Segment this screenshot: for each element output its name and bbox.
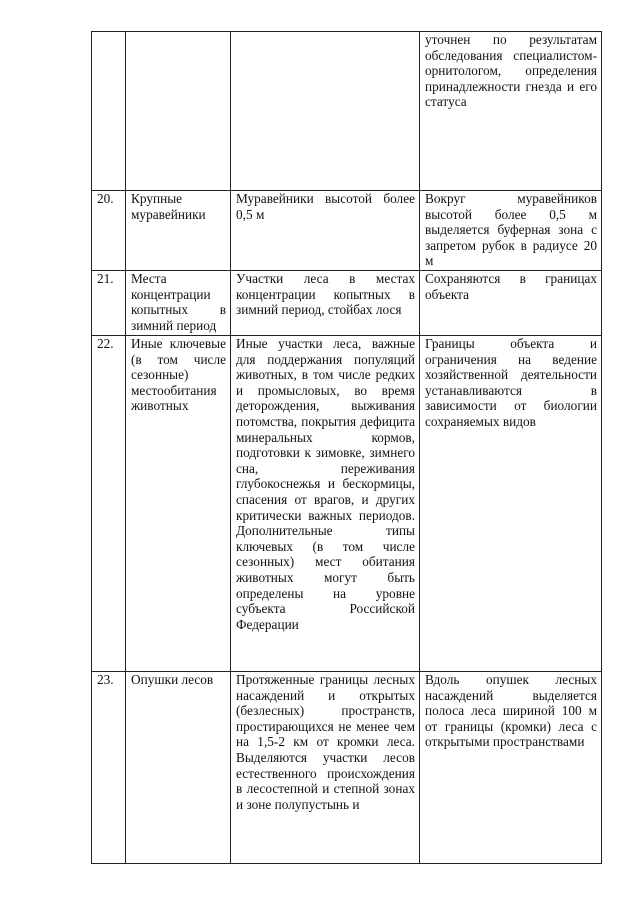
object-name-cell (126, 271, 231, 336)
object-name: Опушки лесов (131, 672, 214, 687)
protection-regime: Границы объекта и ограничения на ведение хозяйственной деятельности устанавливаются в зависимости от биологии сохраняемых видов (425, 336, 597, 429)
object-name: Крупные муравейники (131, 191, 206, 222)
table-row (92, 271, 602, 336)
row-number-cell (92, 191, 126, 271)
protective-zones-table (91, 31, 602, 864)
row-number-cell (92, 336, 126, 672)
object-name: Иные ключевые (в том числе сезонные) местообитания животных (131, 336, 226, 414)
object-name-cell (126, 32, 231, 191)
row-number: 21. (97, 271, 114, 286)
object-description-cell (231, 191, 420, 271)
row-number-cell (92, 32, 126, 191)
protection-regime: уточнен по результатам обследования специалистом-орнитологом, определения принадлежности гнезда и его статуса (425, 32, 597, 110)
object-description: Иные участки леса, важные для поддержания популяций животных, в том числе редких и промысловых, во время деторождения, выживания потомства, покрытия дефицита минеральных кормов, подготовки к зимовке, зимнего сна, переживания глубокоснежья и бескормицы, спасения от врагов, и других критически важных периодов. Дополнительные типы ключевых (в том числе сезонных) мест обитания животных могут быть определены на уровне субъекта Российской Федерации (236, 336, 415, 632)
row-number: 20. (97, 191, 114, 206)
row-number-cell (92, 672, 126, 864)
protection-regime-cell (420, 32, 602, 191)
row-number: 22. (97, 336, 114, 351)
object-name-cell (126, 672, 231, 864)
object-name-cell (126, 191, 231, 271)
protection-regime-cell (420, 271, 602, 336)
object-description-cell (231, 672, 420, 864)
table-row (92, 191, 602, 271)
object-name-cell (126, 336, 231, 672)
object-description-cell (231, 271, 420, 336)
row-number-cell (92, 271, 126, 336)
object-description-cell (231, 336, 420, 672)
protection-regime: Сохраняются в границах объекта (425, 271, 597, 302)
protection-regime-cell (420, 191, 602, 271)
object-description: Протяженные границы лесных насаждений и открытых (безлесных) пространств, простирающихся не менее чем на 1,5-2 км от кромки леса. Выделяются участки лесов естественного происхождения в лесостепной и степной зонах и зоне полупустынь и (236, 672, 415, 812)
table-row (92, 336, 602, 672)
object-description-cell (231, 32, 420, 191)
object-name: Места концентрации копытных в зимний период (131, 271, 226, 333)
object-description: Муравейники высотой более 0,5 м (236, 191, 415, 222)
protection-regime-cell (420, 336, 602, 672)
protection-regime: Вокруг муравейников высотой более 0,5 м выделяется буферная зона с запретом рубок в радиусе 20 м (425, 191, 597, 269)
table-row (92, 32, 602, 191)
object-description: Участки леса в местах концентрации копытных в зимний период, стойбах лося (236, 271, 415, 318)
protection-regime: Вдоль опушек лесных насаждений выделяется полоса леса шириной 100 м от границы (кромки) леса с открытыми пространствами (425, 672, 597, 750)
protection-regime-cell (420, 672, 602, 864)
row-number: 23. (97, 672, 114, 687)
table-row (92, 672, 602, 864)
